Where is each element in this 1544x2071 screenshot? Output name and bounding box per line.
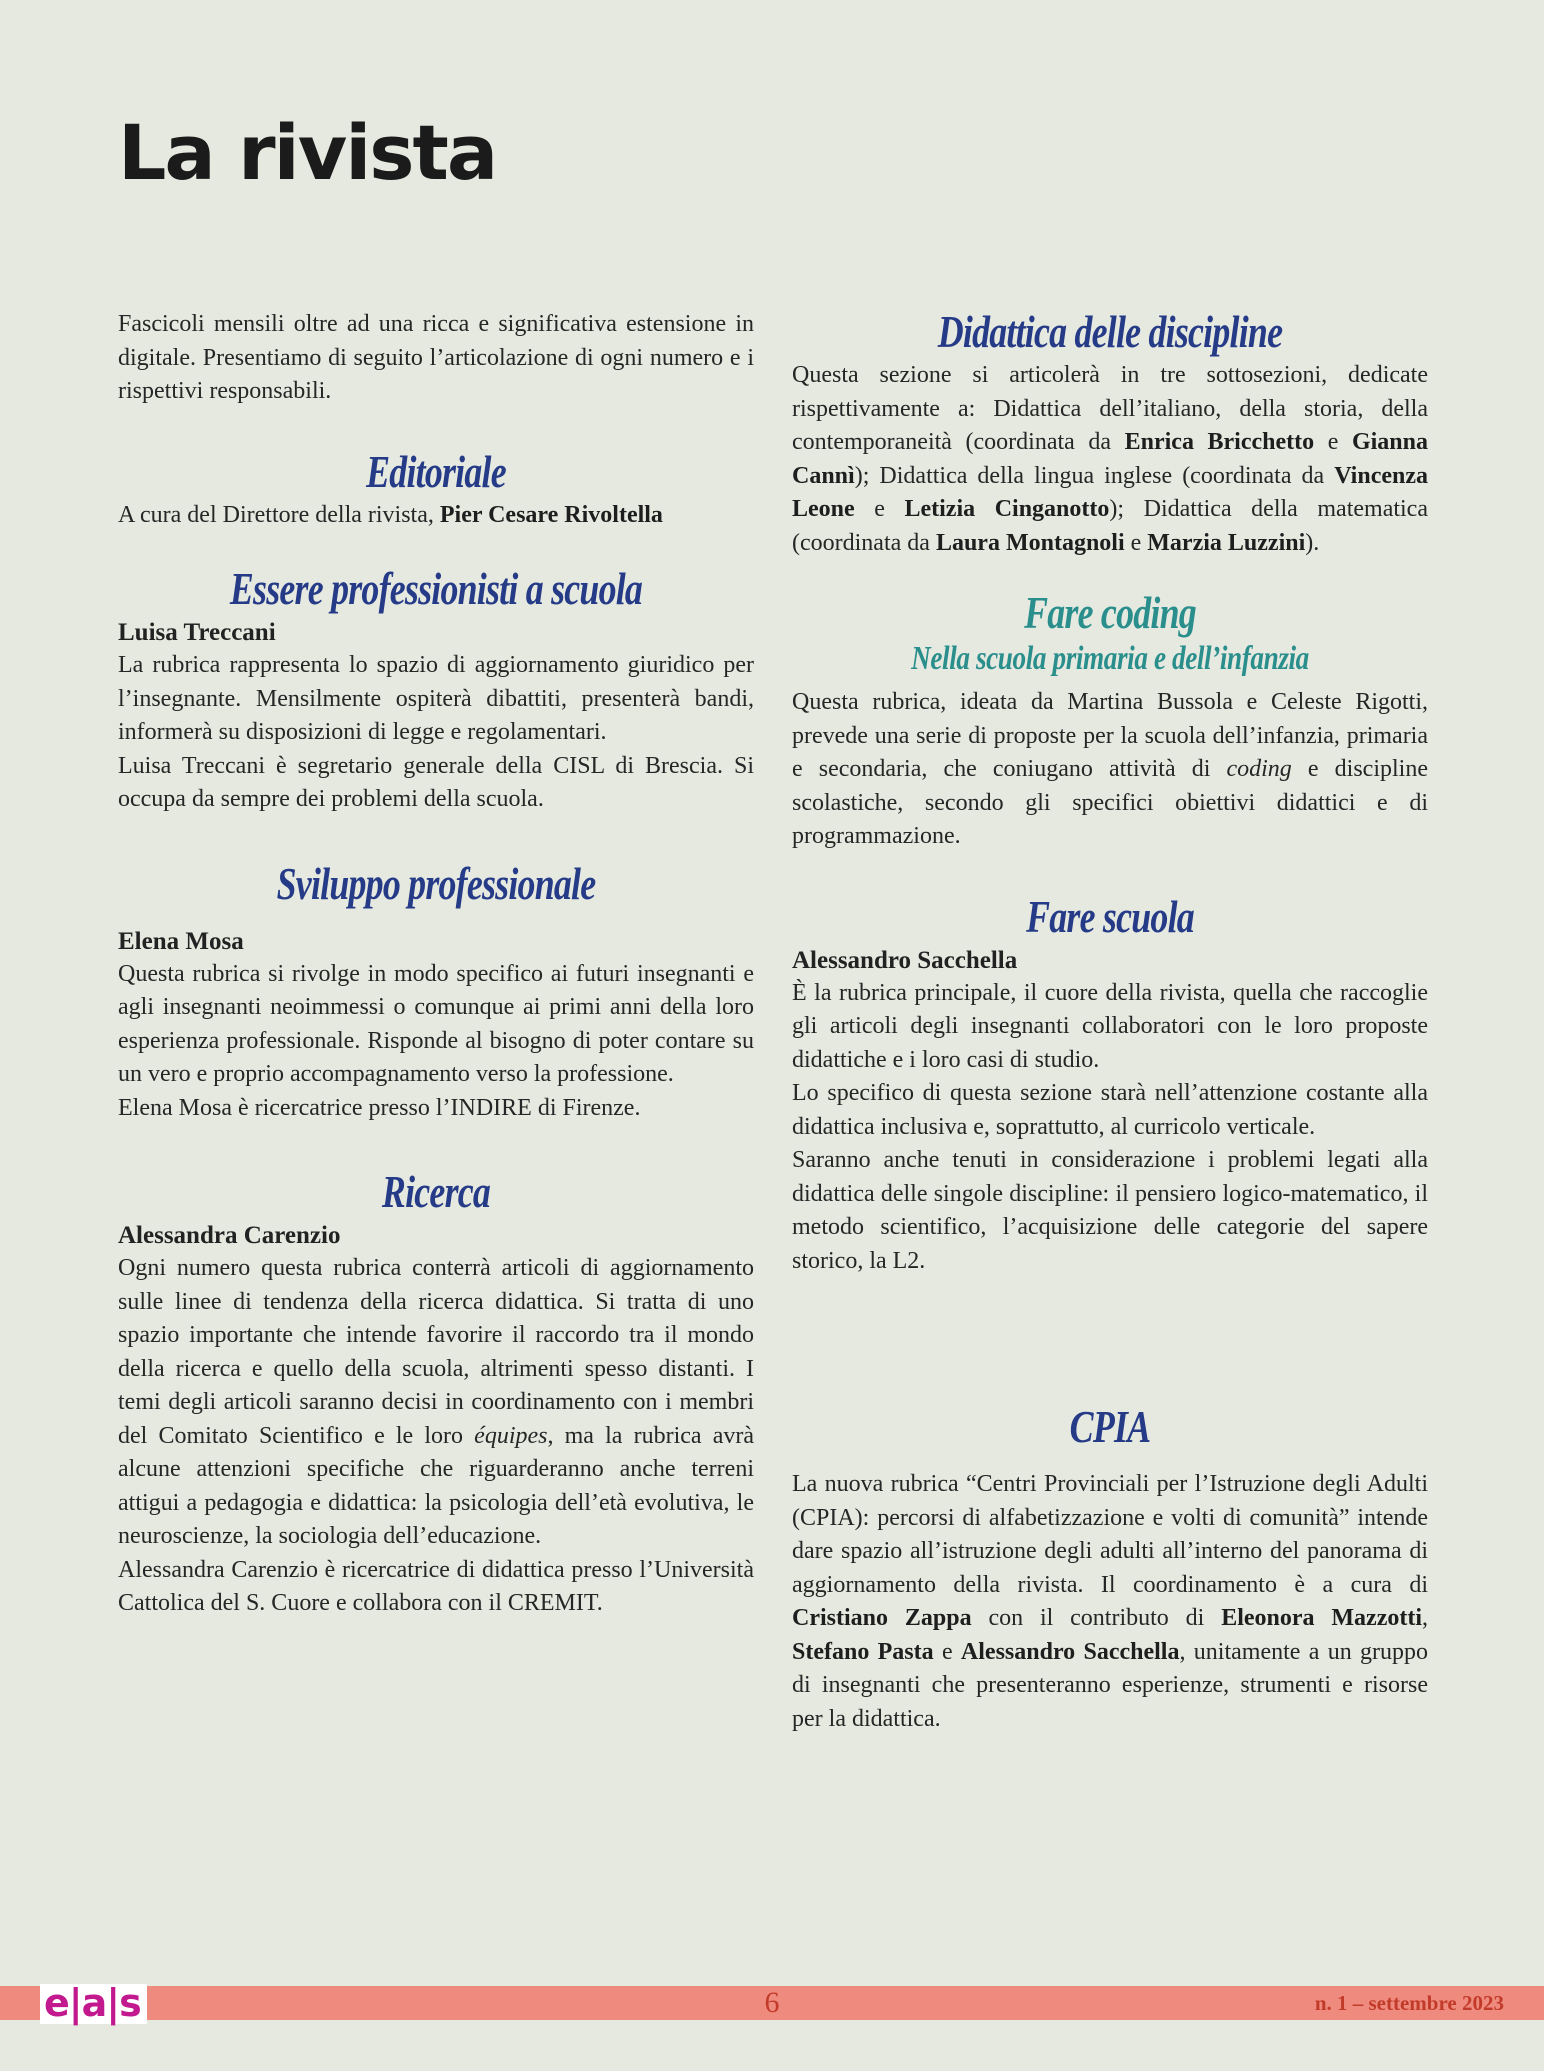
coding-heading: Fare coding [1024,587,1196,638]
farescuola-heading: Fare scuola [1026,890,1194,942]
farescuola-paragraph-2: Lo specifico di questa sezione starà nell’attenzione costante alla didattica inclusiva e, soprattutto, al curricolo verticale. [792,1080,1428,1140]
coding-text: Questa rubrica, ideata da Martina Bussola e Celeste Rigotti, prevede una serie di proposte per la scuola dell’infanzia, primaria e secondaria, che coniugano attività di coding e discipline scolastiche, secondo gli specifici obiettivi didattici e di programmazione. [792,689,1428,849]
ricerca-paragraph-1: Ogni numero questa rubrica conterrà articoli di aggiornamento sulle linee di tendenza della ricerca didattica. Si tratta di uno spazio importante che intende favorire il raccordo tra il mondo della ricerca e quello della scuola, altrimenti spesso distanti. I temi degli articoli saranno decisi in coordinamento con i membri del Comitato Scientifico e le loro équipes, ma la rubrica avrà alcune attenzioni specifiche che riguarderanno anche terreni attigui a pedagogia e didattica: la psicologia dell’età evolutiva, le neuroscienze, la sociologia dell’educazione. [118,1255,754,1549]
essere-heading: Essere professionisti a scuola [229,563,643,614]
didattica-text: Questa sezione si articolerà in tre sottosezioni, dedicate rispettivamente a: Didattica dell’italiano, della storia, della contemporaneità (coordinata da Enrica Bricchetto e Gianna Cannì); Didattica della lingua inglese (coordinata da Vincenza Leone e Letizia Cinganotto); Didattica della matematica (coordinata da Laura Montagnoli e Marzia Luzzini). [792,362,1428,556]
intro-text: Fascicoli mensili oltre ad una ricca e significativa estensione in digitale. Presentiamo di seguito l’articolazione di ogni numero e i rispettivi responsabili. [118,311,754,404]
didattica-heading: Didattica delle discipline [937,306,1283,357]
footer-band [0,1981,1544,2025]
page-number: 6 [764,1986,780,2019]
ricerca-author: Alessandra Carenzio [118,1222,341,1249]
left-column [118,308,754,1621]
right-column [792,305,1428,1736]
sviluppo-paragraph-1: Questa rubrica si rivolge in modo specifico ai futuri insegnanti e agli insegnanti neoimmessi o comunque ai primi anni della loro esperienza professionale. Risponde al bisogno di poter contare su un vero e proprio accompagnamento verso la professione. [118,960,754,1087]
coding-subheading: Nella scuola primaria e dell’infanzia [911,640,1309,677]
page-title: La rivista [118,108,497,197]
essere-paragraph-2: Luisa Treccani è segretario generale della CISL di Brescia. Si occupa da sempre dei problemi della scuola. [118,752,754,812]
farescuola-paragraph-1: È la rubrica principale, il cuore della rivista, quella che raccoglie gli articoli degli insegnanti collaboratori con le loro proposte didattiche e i loro casi di studio. [792,979,1428,1073]
issue-label: n. 1 – settembre 2023 [1314,1991,1504,2015]
ricerca-paragraph-2: Alessandra Carenzio è ricercatrice di didattica presso l’Università Cattolica del S. Cuore e collabora con il CREMIT. [118,1556,754,1616]
essere-paragraph-1: La rubrica rappresenta lo spazio di aggiornamento giuridico per l’insegnante. Mensilmente ospiterà dibattiti, presenterà bandi, informerà su disposizioni di legge e regolamentari. [118,652,754,745]
cpia-heading: CPIA [1069,1401,1151,1452]
eas-logo: e|a|s [40,1984,147,2024]
sviluppo-author: Elena Mosa [118,927,244,955]
cpia-text: La nuova rubrica “Centri Provinciali per l’Istruzione degli Adulti (CPIA): percorsi di alfabetizzazione e volti di comunità” intende dare spazio all’istruzione degli adulti all’interno del panorama di aggiornamento della rivista. Il coordinamento è a cura di Cristiano Zappa con il contributo di Eleonora Mazzotti, Stefano Pasta e Alessandro Sacchella, unitamente a un gruppo di insegnanti che presenteranno esperienze, strumenti e risorse per la didattica. [792,1471,1429,1732]
sviluppo-paragraph-2: Elena Mosa è ricercatrice presso l’INDIRE di Firenze. [118,1094,641,1121]
editoriale-heading: Editoriale [366,445,506,497]
farescuola-author: Alessandro Sacchella [792,946,1018,974]
editoriale-text: A cura del Direttore della rivista, Pier Cesare Rivoltella [118,501,663,528]
ricerca-heading: Ricerca [381,1166,491,1217]
farescuola-paragraph-3: Saranno anche tenuti in considerazione i problemi legati alla didattica delle singole discipline: il pensiero logico-matematico, il metodo scientifico, l’acquisizione delle categorie del sapere storico, la L2. [792,1147,1428,1274]
sviluppo-heading: Sviluppo professionale [276,857,596,909]
essere-author: Luisa Treccani [118,619,276,646]
